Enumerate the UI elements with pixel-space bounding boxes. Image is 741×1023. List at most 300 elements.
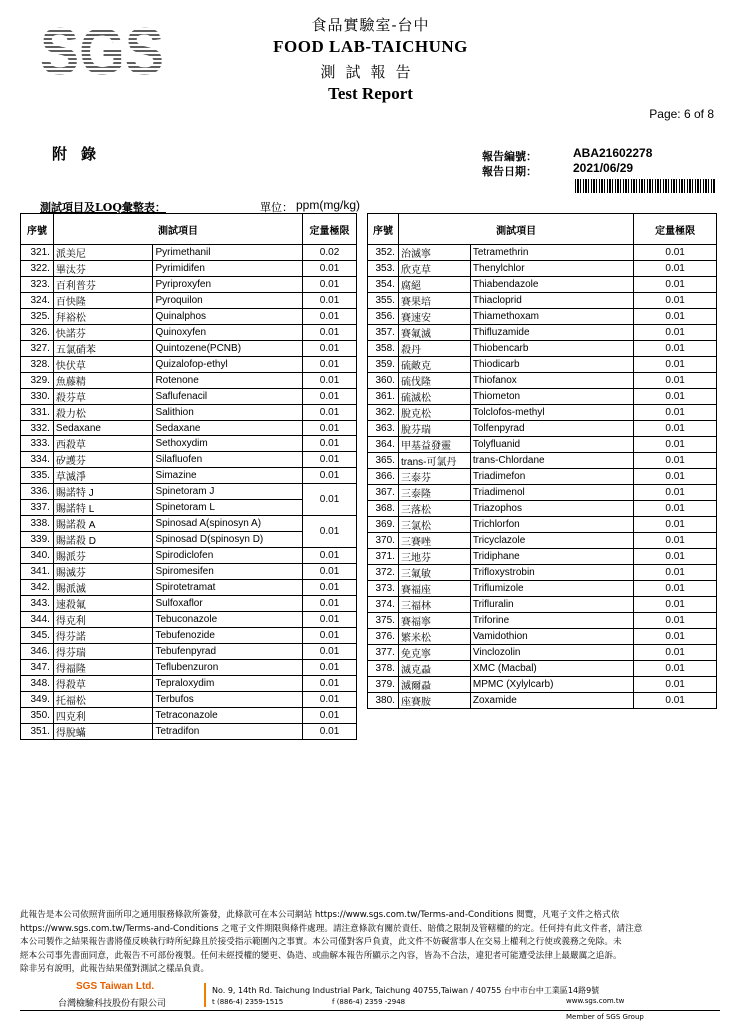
item-name-zh: 得芬瑞 [53, 644, 153, 660]
item-name-zh: 脫克松 [398, 405, 470, 421]
loq-value: 0.01 [634, 485, 717, 501]
row-number: 378. [368, 661, 399, 677]
row-number: 356. [368, 309, 399, 325]
item-name-en: Sulfoxaflor [153, 596, 303, 612]
loq-value: 0.01 [303, 644, 357, 660]
item-name-zh: 三落松 [398, 501, 470, 517]
table-row [21, 516, 357, 532]
row-number: 322. [21, 261, 54, 277]
item-name-zh: 畢汰芬 [53, 261, 153, 277]
loq-value: 0.01 [634, 533, 717, 549]
loq-value: 0.01 [303, 436, 357, 452]
item-name-zh: 賜派滅 [53, 580, 153, 596]
row-number: 364. [368, 437, 399, 453]
row-number: 334. [21, 452, 54, 468]
table-row [368, 469, 717, 485]
row-number: 361. [368, 389, 399, 405]
loq-value: 0.01 [303, 389, 357, 405]
loq-value: 0.01 [634, 437, 717, 453]
item-name-en: Trichlorfon [470, 517, 633, 533]
item-name-zh: 拜裕松 [53, 309, 153, 325]
item-name-en: Sethoxydim [153, 436, 303, 452]
row-number: 372. [368, 565, 399, 581]
item-name-zh: 免克寧 [398, 645, 470, 661]
row-number: 354. [368, 277, 399, 293]
table-row [21, 389, 357, 405]
row-number: 369. [368, 517, 399, 533]
svg-text:SGS: SGS [40, 18, 164, 80]
table-row [368, 293, 717, 309]
item-name-zh: 矽護芬 [53, 452, 153, 468]
table-row [21, 405, 357, 421]
loq-value: 0.01 [303, 692, 357, 708]
table-row [21, 692, 357, 708]
disclaimer-line: 此報告是本公司依照背面所印之通用服務條款所簽發，此條款可在本公司網站 https://www.sgs.com.tw/Terms-and-Conditions 閱覽，凡電子文件之格式依 [20, 910, 620, 920]
row-number: 324. [21, 293, 54, 309]
loq-value: 0.01 [634, 261, 717, 277]
table-row [368, 261, 717, 277]
row-number: 351. [21, 724, 54, 740]
table-row [21, 357, 357, 373]
item-name-en: Rotenone [153, 373, 303, 389]
loq-value: 0.01 [634, 581, 717, 597]
row-number: 339. [21, 532, 54, 548]
item-name-zh: 三賽唑 [398, 533, 470, 549]
company-tel: t (886-4) 2359-1515 [212, 998, 284, 1006]
loq-value: 0.01 [634, 597, 717, 613]
table-row [368, 645, 717, 661]
row-number: 332. [21, 421, 54, 436]
table-row [21, 596, 357, 612]
item-name-en: Sedaxane [153, 421, 303, 436]
loq-value: 0.01 [303, 612, 357, 628]
item-name-zh: 賽氟滅 [398, 325, 470, 341]
item-name-en: Quinoxyfen [153, 325, 303, 341]
row-number: 335. [21, 468, 54, 484]
item-name-en: Silafluofen [153, 452, 303, 468]
item-name-en: Spinosad D(spinosyn D) [153, 532, 303, 548]
loq-table-right [367, 213, 717, 709]
table-row [21, 548, 357, 564]
loq-value: 0.01 [634, 453, 717, 469]
col-header-loq: 定量極限 [303, 214, 357, 245]
loq-value: 0.01 [634, 421, 717, 437]
item-name-en: Spiromesifen [153, 564, 303, 580]
disclaimer-line: 經本公司事先書面同意，此報告不可部份複製。任何未經授權的變更、偽造、或曲解本報告所顯示之內容，皆為不合法，違犯者可能遭受法律上最嚴厲之追訴。 [20, 950, 622, 961]
table-row [368, 501, 717, 517]
lab-name-en: FOOD LAB-TAICHUNG [273, 37, 468, 56]
member-of-group: Member of SGS Group [566, 1013, 644, 1021]
table-row [368, 677, 717, 693]
item-name-zh: 賜滅芬 [53, 564, 153, 580]
row-number: 338. [21, 516, 54, 532]
item-name-en: Pyroquilon [153, 293, 303, 309]
item-name-en: Tepraloxydim [153, 676, 303, 692]
item-name-zh: 速殺氟 [53, 596, 153, 612]
item-name-en: Thiabendazole [470, 277, 633, 293]
item-name-en: Spinosad A(spinosyn A) [153, 516, 303, 532]
report-date-label: 報告日期： [482, 165, 537, 178]
table-row [368, 661, 717, 677]
item-name-en: Pyrimidifen [153, 261, 303, 277]
item-name-zh: 百快隆 [53, 293, 153, 309]
loq-value: 0.01 [634, 661, 717, 677]
loq-value: 0.01 [634, 341, 717, 357]
table-row [21, 245, 357, 261]
loq-value: 0.01 [634, 293, 717, 309]
item-name-zh: 三福林 [398, 597, 470, 613]
loq-value: 0.01 [634, 629, 717, 645]
item-name-en: Triadimefon [470, 469, 633, 485]
loq-value: 0.01 [303, 421, 357, 436]
item-name-zh: 五氯硝苯 [53, 341, 153, 357]
item-name-zh: 脫芬瑞 [398, 421, 470, 437]
table-row [21, 452, 357, 468]
col-header-no: 序號 [368, 214, 399, 245]
lab-name-zh: 食品實驗室-台中 [311, 16, 430, 34]
item-name-zh: trans-可氯丹 [398, 453, 470, 469]
table-row [21, 612, 357, 628]
disclaimer [20, 909, 720, 977]
loq-value: 0.01 [634, 389, 717, 405]
row-number: 380. [368, 693, 399, 709]
disclaimer-line: 除非另有說明，此報告結果僅對測試之樣品負責。 [20, 964, 210, 974]
item-name-en: Trifloxystrobin [470, 565, 633, 581]
item-name-en: Vamidothion [470, 629, 633, 645]
table-row [368, 517, 717, 533]
item-name-en: Tebuconazole [153, 612, 303, 628]
item-name-zh: 欣克草 [398, 261, 470, 277]
table-row [368, 565, 717, 581]
item-name-zh: 賜諾特 J [53, 484, 153, 500]
table-row [368, 341, 717, 357]
table-row [368, 549, 717, 565]
item-name-en: Thiamethoxam [470, 309, 633, 325]
table-row [368, 245, 717, 261]
row-number: 360. [368, 373, 399, 389]
loq-value: 0.01 [303, 405, 357, 421]
item-name-zh: 座賽胺 [398, 693, 470, 709]
loq-value: 0.01 [634, 613, 717, 629]
col-header-loq: 定量極限 [634, 214, 717, 245]
row-number: 347. [21, 660, 54, 676]
row-number: 342. [21, 580, 54, 596]
item-name-en: Spinetoram L [153, 500, 303, 516]
row-number: 357. [368, 325, 399, 341]
item-name-zh: 賜派芬 [53, 548, 153, 564]
item-name-en: Trifluralin [470, 597, 633, 613]
item-name-zh: 托福松 [53, 692, 153, 708]
item-name-zh: 腐絕 [398, 277, 470, 293]
item-name-en: trans-Chlordane [470, 453, 633, 469]
row-number: 345. [21, 628, 54, 644]
company-website: www.sgs.com.tw [566, 997, 625, 1005]
item-name-zh: 硫滅松 [398, 389, 470, 405]
item-name-en: Tetramethrin [470, 245, 633, 261]
loq-value: 0.01 [303, 341, 357, 357]
row-number: 353. [368, 261, 399, 277]
table-row [368, 357, 717, 373]
row-number: 323. [21, 277, 54, 293]
unit-value: ppm(mg/kg) [296, 198, 361, 212]
item-name-zh: 得脫蟎 [53, 724, 153, 740]
row-number: 349. [21, 692, 54, 708]
item-name-en: Tricyclazole [470, 533, 633, 549]
row-number: 330. [21, 389, 54, 405]
table-row [21, 484, 357, 500]
item-name-zh: 賽果培 [398, 293, 470, 309]
table-row [21, 564, 357, 580]
item-name-zh: 草滅淨 [53, 468, 153, 484]
table-row [368, 277, 717, 293]
item-name-en: Thiometon [470, 389, 633, 405]
loq-value: 0.01 [303, 293, 357, 309]
item-name-en: Quinalphos [153, 309, 303, 325]
item-name-en: Triflumizole [470, 581, 633, 597]
item-name-zh: 四克利 [53, 708, 153, 724]
table-row [368, 405, 717, 421]
item-name-zh: 百利普芬 [53, 277, 153, 293]
item-name-en: Spirotetramat [153, 580, 303, 596]
loq-value: 0.01 [303, 580, 357, 596]
item-name-en: Tridiphane [470, 549, 633, 565]
row-number: 359. [368, 357, 399, 373]
col-header-item: 測試項目 [398, 214, 633, 245]
loq-value: 0.01 [303, 708, 357, 724]
loq-value: 0.01 [303, 548, 357, 564]
loq-value: 0.01 [303, 325, 357, 341]
item-name-zh: 快伏草 [53, 357, 153, 373]
page-number: Page: 6 of 8 [649, 107, 714, 121]
item-name-en: Triazophos [470, 501, 633, 517]
item-name-zh: 硫伐隆 [398, 373, 470, 389]
row-number: 348. [21, 676, 54, 692]
item-name-zh: 賽福寧 [398, 613, 470, 629]
item-name-en: Tebufenozide [153, 628, 303, 644]
table-row [368, 453, 717, 469]
loq-value: 0.01 [303, 357, 357, 373]
loq-value: 0.01 [303, 596, 357, 612]
item-name-en: Tolfenpyrad [470, 421, 633, 437]
loq-value: 0.01 [634, 677, 717, 693]
row-number: 329. [21, 373, 54, 389]
table-row [21, 293, 357, 309]
loq-value: 0.01 [634, 565, 717, 581]
loq-value: 0.01 [303, 516, 357, 548]
table-row [21, 628, 357, 644]
row-number: 352. [368, 245, 399, 261]
item-name-zh: 滅爾蝨 [398, 677, 470, 693]
table-row [21, 309, 357, 325]
item-name-zh: 賽福座 [398, 581, 470, 597]
disclaimer-line: https://www.sgs.com.tw/Terms-and-Conditions 之電子文件期限與條件處理。請注意條款有關於責任、賠償之限制及管轄權的約定。任何持有此文件者，請注意 [20, 923, 643, 934]
loq-value: 0.01 [303, 468, 357, 484]
item-name-zh: 殺芬草 [53, 389, 153, 405]
item-name-zh: 賜諾殺 A [53, 516, 153, 532]
loq-value: 0.01 [303, 676, 357, 692]
table-row [21, 468, 357, 484]
loq-value: 0.01 [303, 373, 357, 389]
item-name-en: Tolyfluanid [470, 437, 633, 453]
table-row [21, 676, 357, 692]
row-number: 340. [21, 548, 54, 564]
row-number: 346. [21, 644, 54, 660]
row-number: 377. [368, 645, 399, 661]
row-number: 336. [21, 484, 54, 500]
item-name-zh: 硫敵克 [398, 357, 470, 373]
loq-value: 0.01 [634, 517, 717, 533]
table-row [21, 660, 357, 676]
row-number: 344. [21, 612, 54, 628]
item-name-en: Spinetoram J [153, 484, 303, 500]
row-number: 376. [368, 629, 399, 645]
report-title-en: Test Report [328, 84, 413, 103]
disclaimer-line: 本公司製作之結果報告書將僅反映執行時所紀錄且於接受指示範圍內之事實。本公司僅對客戶負責，此文件不妨礙當事人在交易上權利之行使或義務之免除。未 [20, 937, 622, 947]
item-name-zh: 賜諾特 L [53, 500, 153, 516]
table-row [368, 533, 717, 549]
row-number: 350. [21, 708, 54, 724]
table-row [368, 373, 717, 389]
row-number: 326. [21, 325, 54, 341]
company-name-en: SGS Taiwan Ltd. [76, 981, 155, 992]
item-name-zh: 得克利 [53, 612, 153, 628]
table-row [368, 421, 717, 437]
loq-value: 0.01 [303, 261, 357, 277]
item-name-zh: 西殺草 [53, 436, 153, 452]
loq-value: 0.02 [303, 245, 357, 261]
table-row [368, 581, 717, 597]
loq-value: 0.01 [303, 277, 357, 293]
report-no-label: 報告編號： [482, 150, 537, 163]
row-number: 366. [368, 469, 399, 485]
table-row [368, 597, 717, 613]
table-row [368, 437, 717, 453]
report-date: 2021/06/29 [573, 161, 634, 175]
loq-value: 0.01 [634, 501, 717, 517]
item-name-en: Vinclozolin [470, 645, 633, 661]
footer-rule [20, 1010, 720, 1011]
row-number: 358. [368, 341, 399, 357]
row-number: 321. [21, 245, 54, 261]
item-name-zh: 派美尼 [53, 245, 153, 261]
row-number: 379. [368, 677, 399, 693]
barcode [575, 179, 715, 193]
item-name-en: Tetraconazole [153, 708, 303, 724]
item-name-en: Zoxamide [470, 693, 633, 709]
loq-value: 0.01 [303, 484, 357, 516]
item-name-en: Tebufenpyrad [153, 644, 303, 660]
item-name-en: Saflufenacil [153, 389, 303, 405]
table-row [21, 341, 357, 357]
table-row [368, 485, 717, 501]
item-name-zh: 三泰芬 [398, 469, 470, 485]
loq-value: 0.01 [634, 325, 717, 341]
table-row [368, 693, 717, 709]
table-row [21, 708, 357, 724]
item-name-en: Pyrimethanil [153, 245, 303, 261]
loq-value: 0.01 [303, 724, 357, 740]
item-name-zh: Sedaxane [53, 421, 153, 436]
item-name-zh: 快諾芬 [53, 325, 153, 341]
item-name-zh: 甲基益發靈 [398, 437, 470, 453]
col-header-no: 序號 [21, 214, 54, 245]
loq-value: 0.01 [303, 564, 357, 580]
loq-value: 0.01 [634, 373, 717, 389]
item-name-en: Thiofanox [470, 373, 633, 389]
row-number: 362. [368, 405, 399, 421]
item-name-en: Thifluzamide [470, 325, 633, 341]
table-row [21, 421, 357, 436]
item-name-zh: 滅克蝨 [398, 661, 470, 677]
item-name-en: Teflubenzuron [153, 660, 303, 676]
item-name-en: Simazine [153, 468, 303, 484]
item-name-en: Thenylchlor [470, 261, 633, 277]
divider [204, 983, 206, 1007]
item-name-en: Triadimenol [470, 485, 633, 501]
row-number: 375. [368, 613, 399, 629]
item-name-zh: 賽速安 [398, 309, 470, 325]
item-name-zh: 殺丹 [398, 341, 470, 357]
row-number: 373. [368, 581, 399, 597]
row-number: 368. [368, 501, 399, 517]
row-number: 333. [21, 436, 54, 452]
loq-table-left [20, 213, 357, 740]
item-name-en: Tolclofos-methyl [470, 405, 633, 421]
loq-value: 0.01 [634, 357, 717, 373]
table-row [368, 629, 717, 645]
item-name-en: Terbufos [153, 692, 303, 708]
item-name-zh: 三氟敏 [398, 565, 470, 581]
company-name-zh: 台灣檢驗科技股份有限公司 [58, 999, 167, 1009]
item-name-en: Pyriproxyfen [153, 277, 303, 293]
loq-value: 0.01 [634, 309, 717, 325]
item-name-en: Quintozene(PCNB) [153, 341, 303, 357]
row-number: 365. [368, 453, 399, 469]
item-name-en: Thiacloprid [470, 293, 633, 309]
table-row [21, 373, 357, 389]
table-row [368, 309, 717, 325]
loq-value: 0.01 [634, 693, 717, 709]
row-number: 325. [21, 309, 54, 325]
loq-value: 0.01 [634, 277, 717, 293]
row-number: 367. [368, 485, 399, 501]
row-number: 341. [21, 564, 54, 580]
row-number: 331. [21, 405, 54, 421]
item-name-zh: 得福隆 [53, 660, 153, 676]
loq-value: 0.01 [303, 452, 357, 468]
item-name-zh: 魚藤精 [53, 373, 153, 389]
report-no: ABA21602278 [573, 146, 653, 160]
row-number: 328. [21, 357, 54, 373]
loq-value: 0.01 [634, 245, 717, 261]
item-name-en: Spirodiclofen [153, 548, 303, 564]
loq-value: 0.01 [634, 405, 717, 421]
item-name-en: Thiodicarb [470, 357, 633, 373]
company-address: No. 9, 14th Rd. Taichung Industrial Park, Taichung 40755,Taiwan / 40755 台中市台中工業區14路9號 [212, 986, 600, 995]
table-row [21, 277, 357, 293]
table-row [21, 644, 357, 660]
row-number: 337. [21, 500, 54, 516]
loq-value: 0.01 [634, 549, 717, 565]
row-number: 363. [368, 421, 399, 437]
item-name-zh: 得殺草 [53, 676, 153, 692]
loq-value: 0.01 [634, 469, 717, 485]
table-row [368, 325, 717, 341]
table-row [368, 389, 717, 405]
item-name-en: Quizalofop-ethyl [153, 357, 303, 373]
loq-value: 0.01 [303, 309, 357, 325]
table-row [21, 724, 357, 740]
